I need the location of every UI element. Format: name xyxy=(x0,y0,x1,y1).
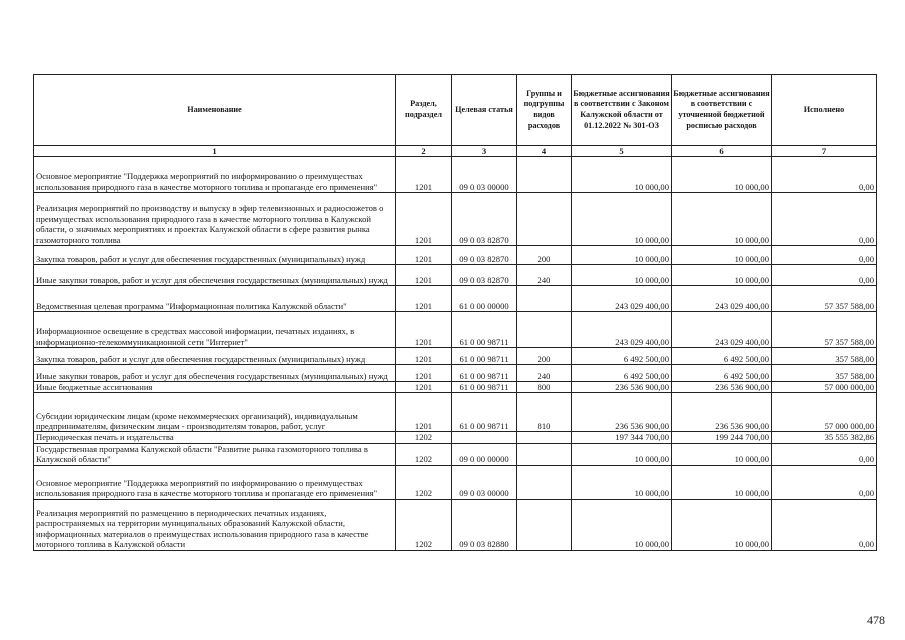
row-law-amount-cell: 10 000,00 xyxy=(572,465,672,499)
row-law-amount-cell: 243 029 400,00 xyxy=(572,286,672,312)
row-executed-amount-cell: 0,00 xyxy=(772,465,877,499)
row-law-amount-cell: 10 000,00 xyxy=(572,265,672,286)
table-row xyxy=(34,348,877,365)
row-section-cell: 1201 xyxy=(396,365,452,382)
header-refined: Бюджетные ассигнования в соответствии с уточненной бюджетной росписью расходов xyxy=(672,75,772,146)
row-name-cell: Реализация мероприятий по производству и выпуску в эфир телевизионных и радиосюжетов о преимуществах использования природного газа в качестве моторного топлива в Калужской области, о значимых мероприятиях и проектах Калужской области в сфере развития рынка газомоторного топлива xyxy=(34,193,396,246)
row-group-cell: 800 xyxy=(517,382,572,393)
row-refined-amount-cell: 10 000,00 xyxy=(672,157,772,193)
row-executed-amount-cell: 0,00 xyxy=(772,499,877,550)
row-executed-amount-cell: 0,00 xyxy=(772,265,877,286)
table-row xyxy=(34,443,877,465)
row-law-amount-cell: 10 000,00 xyxy=(572,443,672,465)
row-target-cell: 61 0 00 98711 xyxy=(452,312,517,348)
header-law: Бюджетные ассигнования в соответствии с Законом Калужской области от 01.12.2022 № 301-ОЗ xyxy=(572,75,672,146)
row-executed-amount-cell: 357 588,00 xyxy=(772,348,877,365)
row-law-amount-cell: 6 492 500,00 xyxy=(572,365,672,382)
row-group-cell: 240 xyxy=(517,265,572,286)
page-number: 478 xyxy=(867,613,885,627)
row-section-cell: 1201 xyxy=(396,193,452,246)
row-executed-amount-cell: 0,00 xyxy=(772,443,877,465)
column-number: 6 xyxy=(672,146,772,157)
row-name-cell: Основное мероприятие "Поддержка мероприятий по информированию о преимуществах использования природного газа в качестве моторного топлива и пропаганде его применения" xyxy=(34,157,396,193)
row-refined-amount-cell: 10 000,00 xyxy=(672,499,772,550)
row-group-cell: 200 xyxy=(517,348,572,365)
row-group-cell xyxy=(517,312,572,348)
row-law-amount-cell: 243 029 400,00 xyxy=(572,312,672,348)
row-group-cell: 200 xyxy=(517,246,572,265)
row-refined-amount-cell: 10 000,00 xyxy=(672,265,772,286)
row-refined-amount-cell: 10 000,00 xyxy=(672,246,772,265)
row-executed-amount-cell: 0,00 xyxy=(772,246,877,265)
row-target-cell: 09 0 00 00000 xyxy=(452,443,517,465)
row-target-cell: 61 0 00 98711 xyxy=(452,393,517,432)
column-number: 5 xyxy=(572,146,672,157)
row-section-cell: 1201 xyxy=(396,382,452,393)
row-name-cell: Иные закупки товаров, работ и услуг для обеспечения государственных (муниципальных) нужд xyxy=(34,265,396,286)
row-name-cell: Основное мероприятие "Поддержка мероприятий по информированию о преимуществах использования природного газа в качестве моторного топлива и пропаганде его применения" xyxy=(34,465,396,499)
row-refined-amount-cell: 6 492 500,00 xyxy=(672,348,772,365)
row-executed-amount-cell: 57 357 588,00 xyxy=(772,286,877,312)
table-row xyxy=(34,312,877,348)
table-row xyxy=(34,157,877,193)
row-refined-amount-cell: 243 029 400,00 xyxy=(672,286,772,312)
row-refined-amount-cell: 6 492 500,00 xyxy=(672,365,772,382)
row-section-cell: 1202 xyxy=(396,499,452,550)
table-row xyxy=(34,382,877,393)
row-name-cell: Субсидии юридическим лицам (кроме некоммерческих организаций), индивидуальным предпринимателям, физическим лицам - производителям товаров, работ, услуг xyxy=(34,393,396,432)
row-target-cell: 61 0 00 98711 xyxy=(452,365,517,382)
table-row xyxy=(34,365,877,382)
row-refined-amount-cell: 236 536 900,00 xyxy=(672,393,772,432)
row-executed-amount-cell: 0,00 xyxy=(772,157,877,193)
row-refined-amount-cell: 10 000,00 xyxy=(672,193,772,246)
row-refined-amount-cell: 199 244 700,00 xyxy=(672,432,772,443)
row-refined-amount-cell: 10 000,00 xyxy=(672,443,772,465)
row-executed-amount-cell: 35 555 382,86 xyxy=(772,432,877,443)
row-law-amount-cell: 6 492 500,00 xyxy=(572,348,672,365)
row-target-cell: 09 0 03 82880 xyxy=(452,499,517,550)
column-number: 1 xyxy=(34,146,396,157)
row-name-cell: Иные закупки товаров, работ и услуг для обеспечения государственных (муниципальных) нужд xyxy=(34,365,396,382)
table-row xyxy=(34,246,877,265)
row-group-cell xyxy=(517,157,572,193)
header-row xyxy=(34,75,877,146)
row-name-cell: Государственная программа Калужской области "Развитие рынка газомоторного топлива в Калужской области" xyxy=(34,443,396,465)
row-target-cell: 61 0 00 98711 xyxy=(452,382,517,393)
table-body xyxy=(34,157,877,551)
row-law-amount-cell: 10 000,00 xyxy=(572,157,672,193)
row-refined-amount-cell: 236 536 900,00 xyxy=(672,382,772,393)
row-law-amount-cell: 197 344 700,00 xyxy=(572,432,672,443)
table-row xyxy=(34,265,877,286)
row-target-cell: 61 0 00 98711 xyxy=(452,348,517,365)
row-group-cell xyxy=(517,499,572,550)
header-section: Раздел, подраздел xyxy=(396,75,452,146)
row-group-cell xyxy=(517,432,572,443)
row-refined-amount-cell: 10 000,00 xyxy=(672,465,772,499)
row-section-cell: 1202 xyxy=(396,432,452,443)
row-section-cell: 1201 xyxy=(396,312,452,348)
row-section-cell: 1202 xyxy=(396,465,452,499)
row-name-cell: Информационное освещение в средствах массовой информации, печатных изданиях, в информационно-телекоммуникационной сети "Интернет" xyxy=(34,312,396,348)
row-target-cell: 09 0 03 00000 xyxy=(452,465,517,499)
row-group-cell: 810 xyxy=(517,393,572,432)
column-number: 3 xyxy=(452,146,517,157)
row-name-cell: Ведомственная целевая программа "Информационная политика Калужской области" xyxy=(34,286,396,312)
row-law-amount-cell: 10 000,00 xyxy=(572,246,672,265)
table-row xyxy=(34,193,877,246)
row-group-cell xyxy=(517,286,572,312)
row-section-cell: 1201 xyxy=(396,286,452,312)
row-executed-amount-cell: 357 588,00 xyxy=(772,365,877,382)
table-row xyxy=(34,465,877,499)
row-section-cell: 1202 xyxy=(396,443,452,465)
row-target-cell xyxy=(452,432,517,443)
table-row xyxy=(34,432,877,443)
column-number-row xyxy=(34,146,877,157)
row-section-cell: 1201 xyxy=(396,246,452,265)
row-name-cell: Иные бюджетные ассигнования xyxy=(34,382,396,393)
column-number: 7 xyxy=(772,146,877,157)
row-law-amount-cell: 10 000,00 xyxy=(572,193,672,246)
row-section-cell: 1201 xyxy=(396,157,452,193)
row-law-amount-cell: 10 000,00 xyxy=(572,499,672,550)
budget-table xyxy=(33,74,877,551)
row-group-cell: 240 xyxy=(517,365,572,382)
column-number: 2 xyxy=(396,146,452,157)
row-section-cell: 1201 xyxy=(396,348,452,365)
row-target-cell: 09 0 03 00000 xyxy=(452,157,517,193)
header-group: Группы и подгруппы видов расходов xyxy=(517,75,572,146)
row-section-cell: 1201 xyxy=(396,265,452,286)
row-group-cell xyxy=(517,193,572,246)
table-row xyxy=(34,286,877,312)
row-group-cell xyxy=(517,443,572,465)
row-target-cell: 09 0 03 82870 xyxy=(452,246,517,265)
row-executed-amount-cell: 0,00 xyxy=(772,193,877,246)
row-name-cell: Периодическая печать и издательства xyxy=(34,432,396,443)
table-row xyxy=(34,393,877,432)
row-target-cell: 09 0 03 82870 xyxy=(452,265,517,286)
row-name-cell: Реализация мероприятий по размещению в периодических печатных изданиях, распространяемых на территории муниципальных образований Калужской области, информационных материалов о преимуществах использования природного газа в качестве моторного топлива в Калужской области xyxy=(34,499,396,550)
row-group-cell xyxy=(517,465,572,499)
row-law-amount-cell: 236 536 900,00 xyxy=(572,382,672,393)
column-number: 4 xyxy=(517,146,572,157)
header-target: Целевая статья xyxy=(452,75,517,146)
row-target-cell: 61 0 00 00000 xyxy=(452,286,517,312)
row-refined-amount-cell: 243 029 400,00 xyxy=(672,312,772,348)
row-section-cell: 1201 xyxy=(396,393,452,432)
table-row xyxy=(34,499,877,550)
row-law-amount-cell: 236 536 900,00 xyxy=(572,393,672,432)
row-executed-amount-cell: 57 000 000,00 xyxy=(772,382,877,393)
header-name: Наименование xyxy=(34,75,396,146)
row-name-cell: Закупка товаров, работ и услуг для обеспечения государственных (муниципальных) нужд xyxy=(34,348,396,365)
header-executed: Исполнено xyxy=(772,75,877,146)
row-target-cell: 09 0 03 82870 xyxy=(452,193,517,246)
row-executed-amount-cell: 57 357 588,00 xyxy=(772,312,877,348)
row-executed-amount-cell: 57 000 000,00 xyxy=(772,393,877,432)
row-name-cell: Закупка товаров, работ и услуг для обеспечения государственных (муниципальных) нужд xyxy=(34,246,396,265)
